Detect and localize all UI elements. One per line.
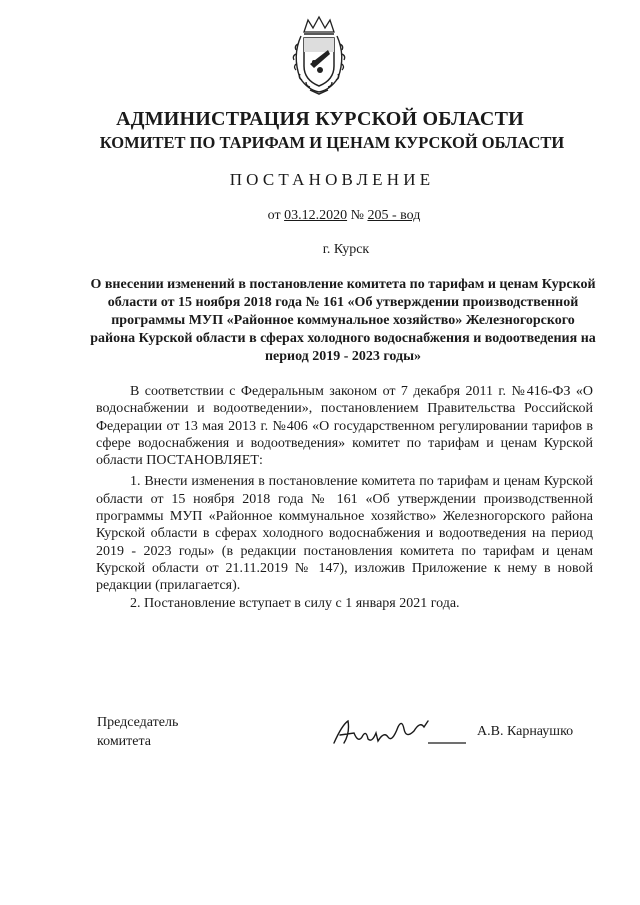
- city: г. Курск: [322, 242, 370, 257]
- document-subject: О внесении изменений в постановление комитета по тарифам и ценам Курской области от 15 ноября 2018 года № 161 «Об утверждении производственной программы МУП «Районное коммунальное хозяйство» Железногорского района Курской области в сферах холодного водоснабжения и водоотведения на период 2019 - 2023 годы»: [90, 277, 596, 364]
- organization-title: АДМИНИСТРАЦИЯ КУРСКОЙ ОБЛАСТИ: [116, 108, 524, 130]
- document-type: ПОСТАНОВЛЕНИЕ: [229, 170, 435, 189]
- document-number: 205 - вод: [367, 208, 421, 223]
- date-prefix: от: [267, 208, 281, 223]
- position-line-2: комитета: [97, 734, 152, 749]
- committee-title: КОМИТЕТ ПО ТАРИФАМ И ЦЕНАМ КУРСКОЙ ОБЛАСТИ: [99, 133, 565, 152]
- item-2-paragraph: 2. Постановление вступает в силу с 1 января 2021 года.: [130, 595, 460, 611]
- number-sign: №: [350, 208, 364, 223]
- position-line-1: Председатель: [97, 715, 179, 730]
- preamble-paragraph: В соответствии с Федеральным законом от 7 декабря 2011 г. №416-ФЗ «О водоснабжении и водоотведении», постановлением Правительства Российской Федерации от 13 мая 2013 г. №406 «О государственном регулировании тарифов в сфере водоснабжения и водоотведения» комитет по тарифам и ценам Курской области ПОСТАНОВЛЯЕТ:: [96, 384, 593, 469]
- document-body: [96, 383, 593, 612]
- signer-name: А.В. Карнаушко: [477, 724, 574, 739]
- item-1-paragraph: 1. Внести изменения в постановление комитета по тарифам и ценам Курской области от 15 ноября 2018 года № 161 «Об утверждении производственной программы МУП «Районное коммунальное хозяйство» Железногорского района Курской области в сферах холодного водоснабжения и водоотведения на период 2019 - 2023 годы» (в редакции постановления комитета по тарифам и ценам Курской области от 21.11.2019 № 147), изложив Приложение к нему в новой редакции (прилагается).: [96, 474, 593, 594]
- document-date: 03.12.2020: [284, 208, 348, 223]
- handwritten-signature-icon: [328, 713, 468, 753]
- date-number-line: [0, 208, 640, 224]
- signatory-position: [97, 713, 178, 751]
- coat-of-arms-icon: [290, 14, 348, 96]
